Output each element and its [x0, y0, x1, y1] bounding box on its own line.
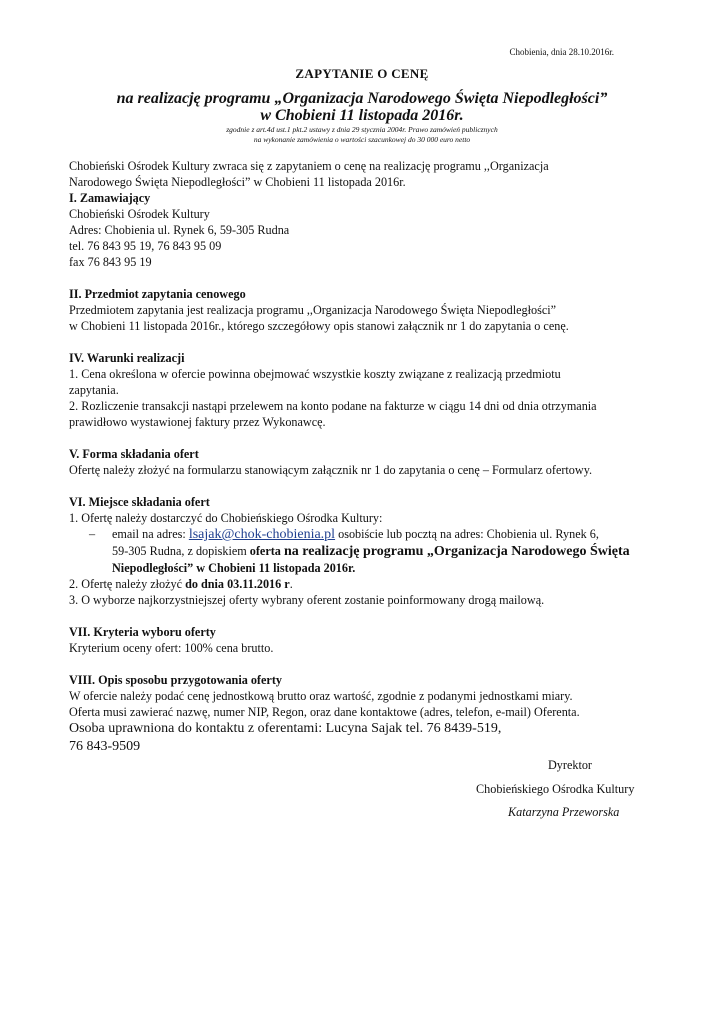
delivery-options-bullet — [69, 526, 669, 576]
orderer-name: Chobieński Ośrodek Kultury — [69, 207, 210, 221]
deadline-date: do dnia 03.11.2016 r — [185, 577, 290, 591]
section-6-line-1: 1. Ofertę należy dostarczyć do Chobieńskiego Ośrodka Kultury: — [69, 511, 383, 525]
section-7-heading: VII. Kryteria wyboru oferty — [69, 625, 216, 639]
section-2-line-1: Przedmiotem zapytania jest realizacja programu ,,Organizacja Narodowego Święta Niepodległości” — [69, 303, 557, 317]
section-8-line-2: Oferta musi zawierać nazwę, numer NIP, Regon, oraz dane kontaktowe (adres, telefon, e-mail) Oferenta. — [69, 705, 580, 719]
intro-line-2: Narodowego Święta Niepodległości” w Chobieni 11 listopada 2016r. — [69, 175, 406, 189]
section-5-heading: V. Forma składania ofert — [69, 447, 199, 461]
orderer-fax: fax 76 843 95 19 — [69, 255, 152, 269]
signature-role: Dyrektor — [548, 758, 592, 772]
bullet-note-program: na realizację programu „Organizacja Narodowego Święta — [283, 544, 630, 559]
bullet-dash: – — [89, 527, 96, 541]
document-body — [69, 158, 669, 756]
contact-person: Osoba uprawniona do kontaktu z oferentami: Lucyna Sajak tel. 76 8439-519, — [69, 721, 502, 736]
section-2-heading: II. Przedmiot zapytania cenowego — [69, 287, 246, 301]
signature-institution: Chobieńskiego Ośrodka Kultury — [476, 782, 635, 796]
deadline-period: . — [289, 577, 293, 591]
intro-line-1: Chobieński Ośrodek Kultury zwraca się z zapytaniem o cenę na realizację programu ,,Organizacja — [69, 159, 549, 173]
document-subtitle-line-2: w Chobieni 11 listopada 2016r. — [260, 107, 464, 124]
bullet-address-text: 59-305 Rudna, z dopiskiem — [112, 544, 250, 558]
legal-basis-line-2: na wykonanie zamówienia o wartości szacunkowej do 30 000 euro netto — [253, 135, 471, 144]
section-4-line-3: 2. Rozliczenie transakcji nastąpi przelewem na konto podane na fakturze w ciągu 14 dni od dnia otrzymania — [69, 399, 597, 413]
section-4-line-1: 1. Cena określona w ofercie powinna obejmować wszystkie koszty związane z realizacją przedmiotu — [69, 367, 561, 381]
orderer-address: Adres: Chobienia ul. Rynek 6, 59-305 Rudna — [69, 223, 290, 237]
bullet-note-oferta: oferta — [249, 544, 284, 558]
legal-basis-note — [0, 125, 724, 145]
legal-basis-line-1: zgodnie z art.4d ust.1 pkt.2 ustawy z dnia 29 stycznia 2004r. Prawo zamówień publicznych — [226, 125, 498, 134]
orderer-phone: tel. 76 843 95 19, 76 843 95 09 — [69, 239, 222, 253]
section-2-line-2: w Chobieni 11 listopada 2016r., którego szczegółowy opis stanowi załącznik nr 1 do zapytania o cenę. — [69, 319, 569, 333]
document-date: Chobienia, dnia 28.10.2016r. — [509, 47, 614, 57]
section-1-heading: I. Zamawiający — [69, 191, 151, 205]
section-4-heading: IV. Warunki realizacji — [69, 351, 185, 365]
section-6-line-3: 3. O wyborze najkorzystniejszej oferty wybrany oferent zostanie poinformowany drogą mailową. — [69, 593, 545, 607]
document-title: ZAPYTANIE O CENĘ — [295, 66, 429, 81]
signature-name: Katarzyna Przeworska — [508, 805, 620, 819]
email-link[interactable]: lsajak@chok-chobienia.pl — [188, 527, 336, 542]
bullet-note-end: Niepodległości” w Chobieni 11 listopada 2016r. — [112, 561, 356, 575]
section-4-line-4: prawidłowo wystawionej faktury przez Wykonawcę. — [69, 415, 326, 429]
deadline-prefix: 2. Ofertę należy złożyć — [69, 577, 186, 591]
bullet-email-prefix: email na adres: — [112, 527, 189, 541]
section-7-line-1: Kryterium oceny ofert: 100% cena brutto. — [69, 641, 274, 655]
section-8-line-1: W ofercie należy podać cenę jednostkową brutto oraz wartość, zgodnie z podanymi jednostkami miary. — [69, 689, 573, 703]
section-8-heading: VIII. Opis sposobu przygotowania oferty — [69, 673, 282, 687]
section-6-heading: VI. Miejsce składania ofert — [69, 495, 210, 509]
section-5-line-1: Ofertę należy złożyć na formularzu stanowiącym załącznik nr 1 do zapytania o cenę – Formularz ofertowy. — [69, 463, 593, 477]
section-4-line-2: zapytania. — [69, 383, 119, 397]
bullet-post-text: osobiście lub pocztą na adres: Chobienia ul. Rynek 6, — [335, 527, 599, 541]
document-subtitle-line-1: na realizację programu „Organizacja Narodowego Święta Niepodległości” — [116, 90, 608, 107]
contact-phone: 76 843-9509 — [69, 739, 141, 754]
